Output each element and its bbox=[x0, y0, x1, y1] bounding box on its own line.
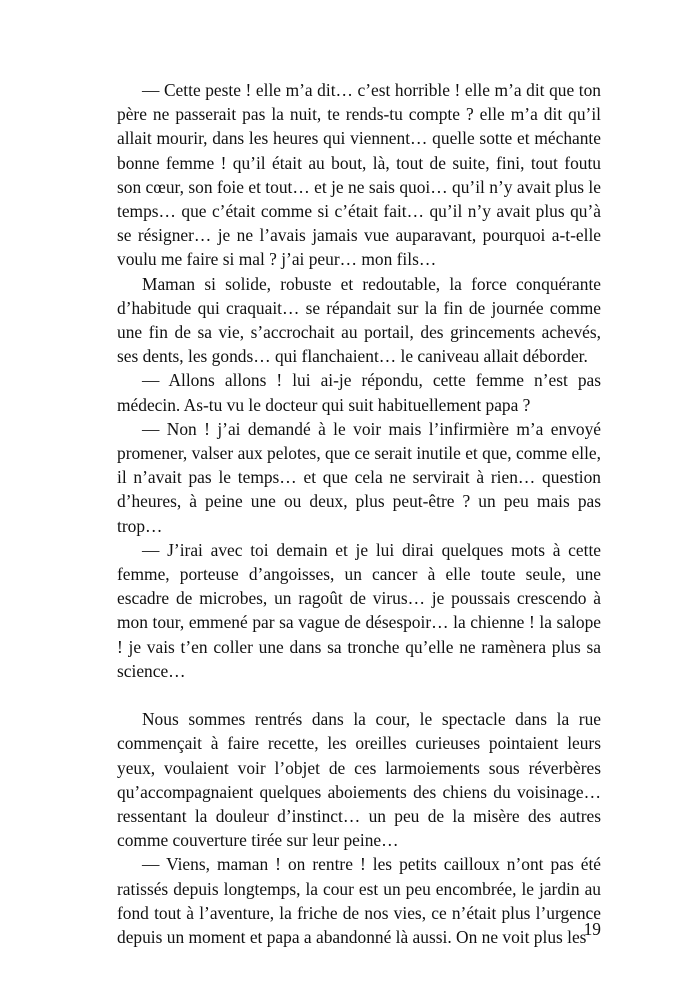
paragraph-dialogue-peste: — Cette peste ! elle m’a dit… c’est horrible ! elle m’a dit que ton père ne passerait pas la nuit, te rends-tu compte ? elle m’a dit qu’il allait mourir, dans les heures qui viennent… quelle sotte et méchante bonne femme ! qu’il était au bout, là, tout de suite, fini, tout foutu son cœur, son foie et tout… et je ne sais quoi… qu’il n’y avait plus le temps… que c’était comme si c’était fait… qu’il n’y avait plus qu’à se résigner… je ne l’avais jamais vue auparavant, pourquoi a-t-elle voulu me faire si mal ? j’ai peur… mon fils… bbox=[117, 80, 601, 270]
paragraph-non-infirmiere: — Non ! j’ai demandé à le voir mais l’infirmière m’a envoyé promener, valser aux pelotes, que ce serait inutile et que, comme elle, il n’avait pas le temps… et que cela ne servirait à rien… question d’heures, à peine une ou deux, plus peut-être ? un peu mais pas trop… bbox=[117, 418, 601, 536]
paragraph-maman-solide: Maman si solide, robuste et redoutable, la force conquérante d’habitude qui craquait… se répandait sur la fin de journée comme une fin de sa vie, s’accrochait au portail, des grincements achevés, ses dents, les gonds… qui flanchaient… le caniveau allait déborder. bbox=[117, 273, 601, 367]
paragraph-rentres-cour: Nous sommes rentrés dans la cour, le spectacle dans la rue commençait à faire recette, les oreilles curieuses pointaient leurs yeux, voulaient voir l’objet de ces larmoiements sous réverbères qu’accompagnaient quelques aboiements des chiens du voisinage… ressentant la douleur d’instinct… un peu de la misère des autres comme couverture tirée sur leur peine… bbox=[117, 709, 601, 851]
body-text bbox=[117, 78, 601, 949]
page-number: 19 bbox=[583, 919, 601, 939]
paragraph-allons-allons: — Allons allons ! lui ai-je répondu, cette femme n’est pas médecin. As-tu vu le docteur qui suit habituellement papa ? bbox=[117, 370, 601, 415]
paragraph-viens-maman: — Viens, maman ! on rentre ! les petits cailloux n’ont pas été ratissés depuis longtemps, la cour est un peu encombrée, le jardin au fond tout à l’aventure, la friche de nos vies, ce n’était plus l’urgence depuis un moment et papa a abandonné là aussi. On ne voit plus les bbox=[117, 854, 601, 948]
paragraph-jirai-demain: — J’irai avec toi demain et je lui dirai quelques mots à cette femme, porteuse d’angoisses, un cancer à elle toute seule, une escadre de microbes, un ragoût de virus… je poussais crescendo à mon tour, emmené par sa vague de désespoir… la chienne ! la salope ! je vais t’en coller une dans sa tronche qu’elle ne ramènera plus sa science… bbox=[117, 539, 601, 681]
